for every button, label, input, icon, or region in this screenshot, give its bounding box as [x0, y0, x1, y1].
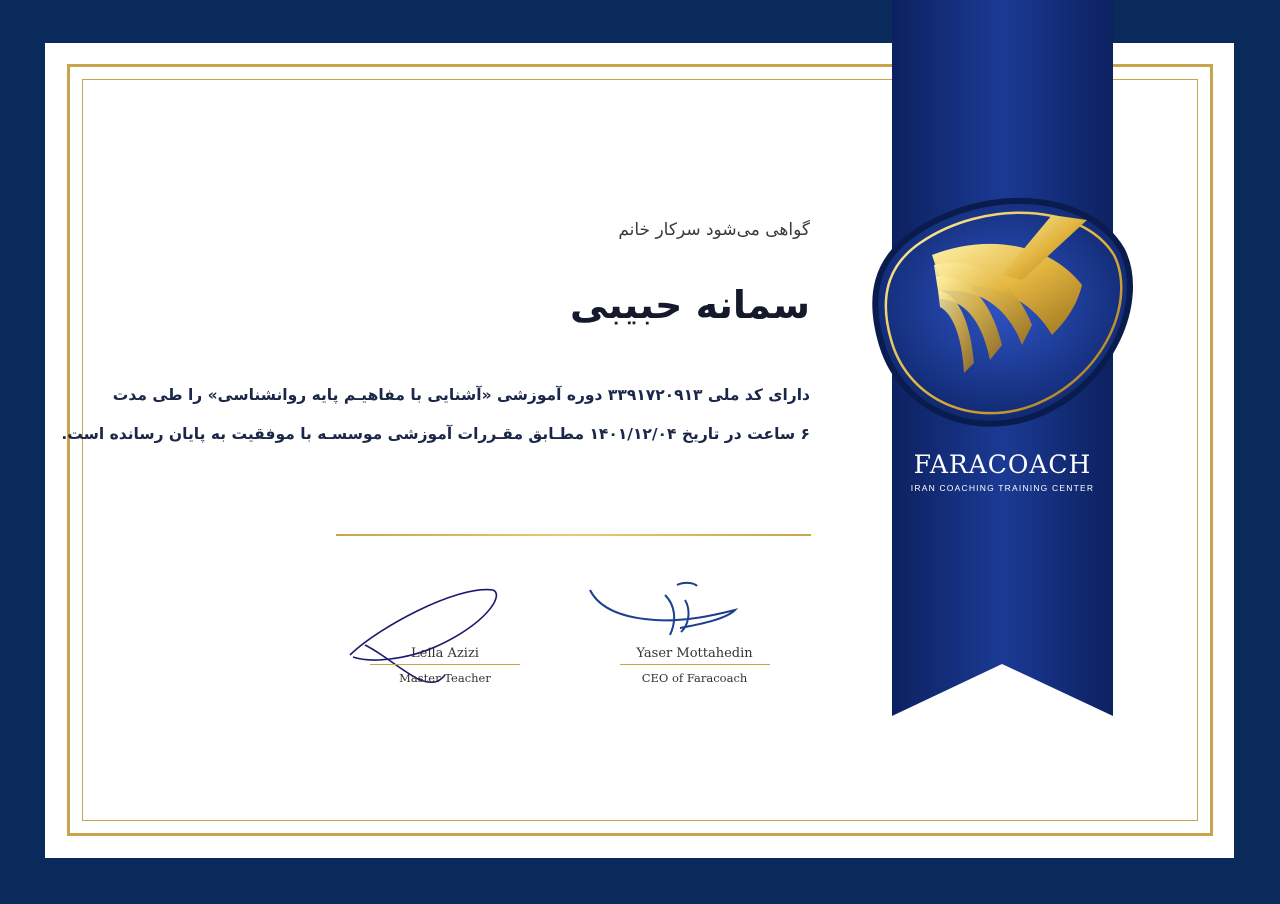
certificate-body-line-2: ۶ ساعت در تاریخ ۱۴۰۱/۱۲/۰۴ مطـابق مقـررات آموزشی موسسـه با موفقیت به پایان رسانده است.: [61, 425, 810, 443]
faracoach-logo-icon: [872, 195, 1137, 435]
signer-role: Master Teacher: [399, 671, 491, 685]
brand-block: [892, 450, 1113, 493]
signature-block-left: [360, 646, 530, 685]
gold-divider: [336, 534, 811, 536]
signer-role: CEO of Faracoach: [641, 671, 748, 685]
signer-name: Leila Azizi: [411, 646, 479, 661]
brand-name: FARACOACH: [913, 450, 1092, 479]
signer-name: Yaser Mottahedin: [636, 646, 753, 661]
brand-tagline: IRAN COACHING TRAINING CENTER: [910, 483, 1095, 493]
signature-line: [370, 664, 520, 665]
signature-yaser-mottahedin: [585, 580, 750, 655]
recipient-name: سمانه حبیبی: [569, 283, 810, 327]
signature-block-right: [612, 646, 777, 685]
certificate-intro: گواهی می‌شود سرکار خانم: [618, 220, 810, 240]
certificate-body-line-1: دارای کد ملی ۳۳۹۱۷۲۰۹۱۳ دوره آموزشی «آشنایی با مفاهیـم پایه روانشناسی» را طی مدت: [112, 386, 810, 404]
signature-line: [620, 664, 770, 665]
